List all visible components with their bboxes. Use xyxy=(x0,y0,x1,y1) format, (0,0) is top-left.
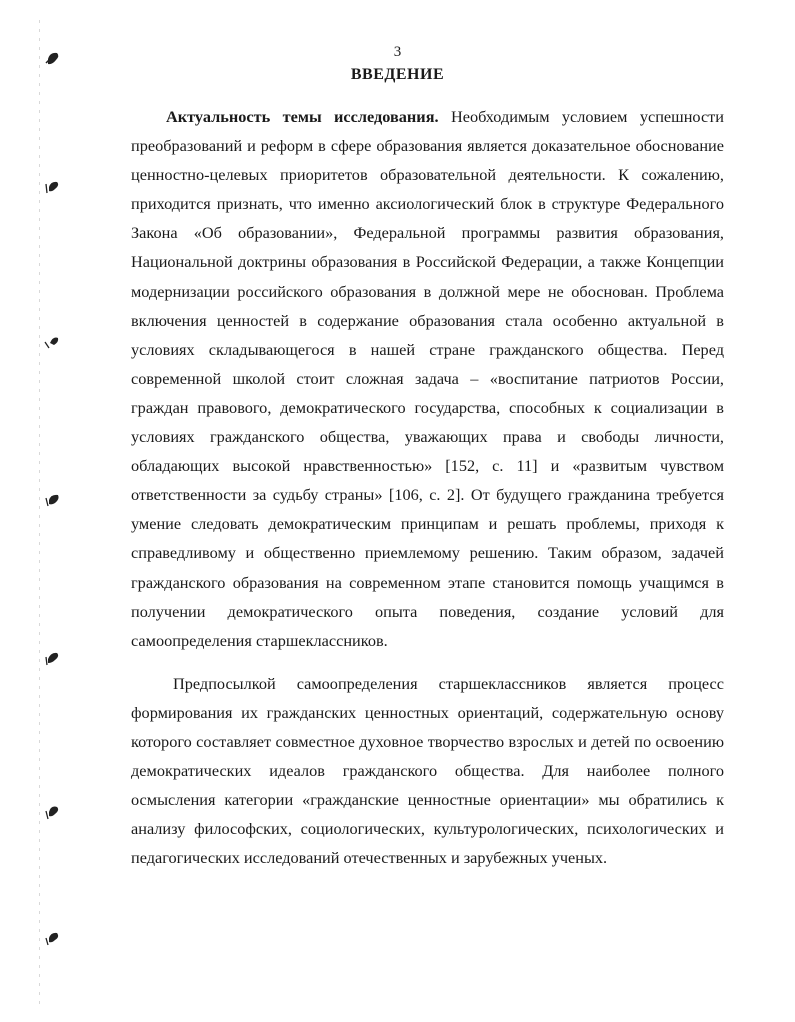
document-body xyxy=(131,102,724,872)
binding-hole-mark xyxy=(42,333,64,351)
binding-hole-mark xyxy=(42,178,64,196)
binding-hole-mark xyxy=(42,803,64,821)
binding-hole-mark xyxy=(42,929,64,947)
paragraph-relevance xyxy=(131,102,724,655)
page-number: 3 xyxy=(393,44,402,60)
paragraph-text: Необходимым условием успешности преобразований и реформ в сфере образования является доказательное обоснование ценностно-целевых приоритетов образовательной деятельности. К сожалению, приходится признать, что именно аксиологический блок в структуре Федерального Закона «Об образовании», Федеральной программы развития образования, Национальной доктрины образования в Российской Федерации, а также Концепции модернизации российского образования в должной мере не обоснован. Проблема включения ценностей в содержание образования стала особенно актуальной в условиях складывающегося в нашей стране гражданского общества. Перед современной школой стоит сложная задача – «воспитание патриотов России, граждан правового, демократического государства, способных к социализации в условиях гражданского общества, уважающих права и свободы личности, обладающих высокой нравственностью» [152, с. 11] и «развитым чувством ответственности за судьбу страны» [106, с. 2]. От будущего гражданина требуется умение следовать демократическим принципам и решать проблемы, приходя к справедливому и общественно приемлемому решению. Таким образом, задачей гражданского образования на современном этапе становится помощь учащимся в получении демократического опыта поведения, создание условий для самоопределения старшеклассников. xyxy=(131,107,725,650)
binding-hole-mark xyxy=(42,491,64,509)
paragraph-lead: Актуальность темы исследования. xyxy=(166,107,439,126)
page-title: ВВЕДЕНИЕ xyxy=(350,66,445,83)
binding-hole-mark xyxy=(42,649,64,667)
scan-edge-line xyxy=(39,20,40,1010)
paragraph-prerequisite: Предпосылкой самоопределения старшеклассников является процесс формирования их гражданских ценностных ориентаций, содержательную основу которого составляет совместное духовное творчество взрослых и детей по освоению демократических идеалов гражданского общества. Для наиболее полного осмысления категории «гражданские ценностные ориентации» мы обратились к анализу философских, социологических, культурологических, психологических и педагогических исследований отечественных и зарубежных ученых. xyxy=(131,673,724,868)
